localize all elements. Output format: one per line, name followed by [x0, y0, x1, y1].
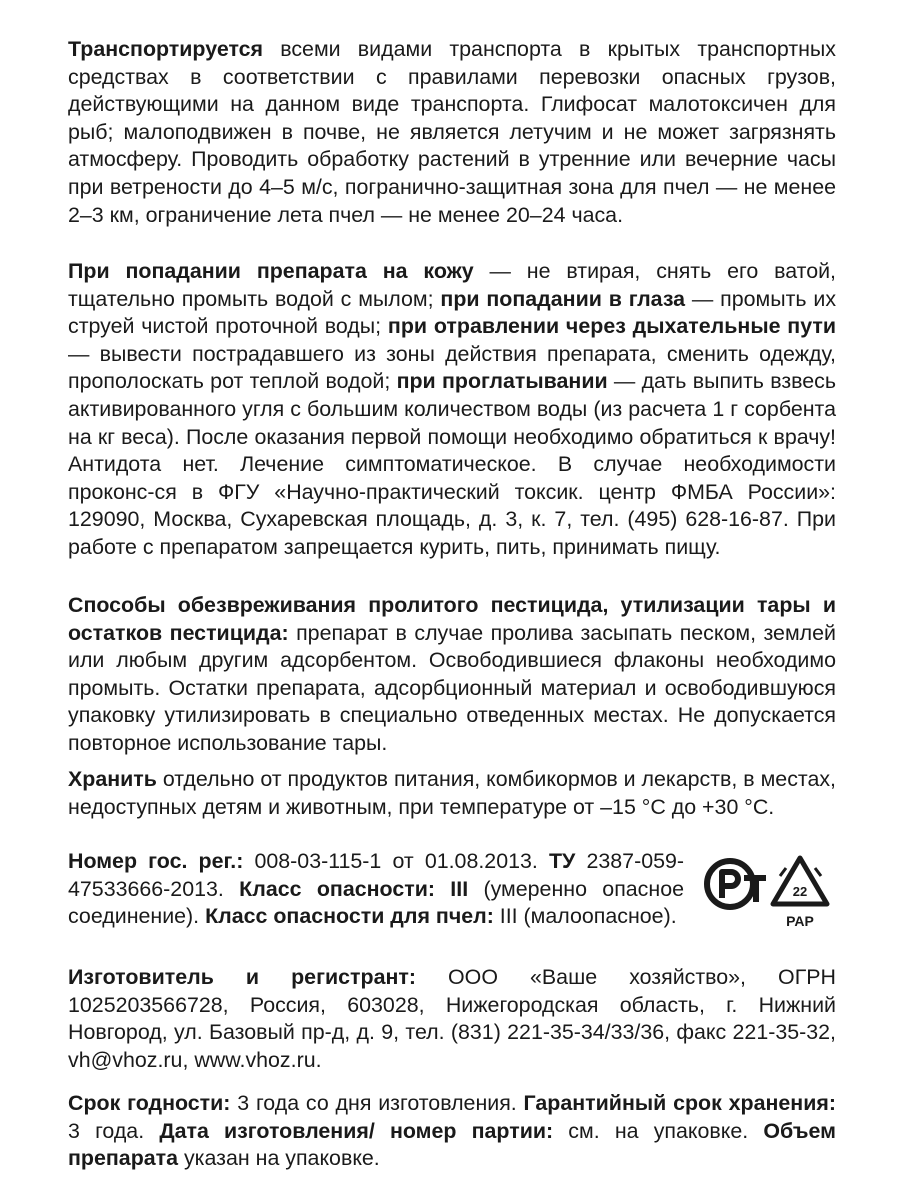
bold-term: при отравлении через дыхательные пути — [387, 314, 837, 339]
body-text: — вывести пострадавшего из зоны действия препарата, сменить одежду, прополоскать рот теплой водой; — [68, 341, 836, 394]
recycle-number: 22 — [792, 884, 808, 899]
bold-term: При попадании препарата на кожу — [68, 259, 474, 283]
body-text: (умеренно опасное соединение). — [68, 876, 684, 929]
body-text: 3 года со дня изготовления. — [230, 1091, 524, 1115]
body-text: см. на упаковке. — [553, 1118, 764, 1143]
bold-term: Гарантийный срок хранения: — [523, 1091, 836, 1115]
body-text: 3 года. — [68, 1118, 160, 1143]
bold-term: Срок годности: — [68, 1091, 231, 1115]
storage-paragraph — [68, 766, 836, 821]
body-text: III (малоопасное). — [493, 904, 677, 929]
body-text: — промыть их струей чистой проточной воды; — [68, 286, 837, 339]
bold-term: Изготовитель и регистрант: — [68, 965, 416, 989]
bold-term: ТУ — [548, 849, 576, 873]
bold-term: Объем препарата — [68, 1118, 836, 1171]
first-aid-paragraph — [68, 258, 836, 562]
recycling-icon — [773, 858, 827, 929]
bold-term: Дата изготовления/ номер партии: — [159, 1118, 554, 1143]
body-text: — не втирая, снять его ватой, тщательно промыть водой с мылом; — [68, 259, 836, 311]
registration-paragraph — [68, 848, 684, 931]
body-text: 008-03-115-1 от 01.08.2013. — [243, 849, 549, 873]
body-text: препарат в случае пролива засыпать песком, землей или любым другим адсорбентом. Освободившиеся флаконы необходимо промыть. Остатки препарата, адсорбционный материал и освободившуюся упаковку утилизировать в специально отведенных местах. Не допускается повторное использование тары. — [68, 620, 836, 755]
certification-marks — [700, 852, 840, 932]
body-text: 2387-059-47533666-2013. — [68, 849, 685, 901]
certification-logo-icon — [707, 861, 766, 907]
bold-term: Класс опасности: III — [239, 876, 469, 901]
body-text: всеми видами транспорта в крытых транспортных средствах в соответствии с правилами перевозки опасных грузов, действующими на данном виде транспорта. Глифосат малотоксичен для рыб; малоподвижен в почве, не является летучим и не может загрязнять атмосферу. Проводить обработку растений в утренние или вечерние часы при ветрености до 4–5 м/с, погранично-защитная зона для пчел — не менее 2–3 км, ограничение лета пчел — не менее 20–24 часа. — [68, 37, 836, 227]
body-text: — дать выпить взвесь активированного угля с большим количеством воды (из расчета 1 г сорбента на кг веса). После оказания первой помощи необходимо обратиться к врачу! Антидота нет. Лечение симптоматическое. В случае необходимости проконс-ся в ФГУ «Научно-практический токсик. центр ФМБА России»: 129090, Москва, Сухаревская площадь, д. 3, к. 7, тел. (495) 628-16-87. При работе с препаратом запрещается курить, пить, принимать пищу. — [68, 369, 836, 559]
transport-paragraph — [68, 36, 836, 229]
bold-term: Хранить — [68, 767, 157, 791]
manufacturer-paragraph — [68, 964, 836, 1074]
body-text: указан на упаковке. — [178, 1146, 380, 1171]
body-text: ООО «Ваше хозяйство», ОГРН 1025203566728, Россия, 603028, Нижегородская область, г. Нижний Новгород, ул. Базовый пр-д, д. 9, тел. (831) 221-35-34/33/36, факс 221-35-32, vh@vhoz.ru, www.vhoz.ru. — [68, 965, 836, 1072]
bold-term: Транспортируется — [68, 37, 264, 61]
bold-term: при проглатывании — [396, 369, 608, 394]
bold-term: при попадании в глаза — [440, 286, 686, 311]
body-text: отдельно от продуктов питания, комбикормов и лекарств, в местах, недоступных детям и животным, при температуре от –15 °C до +30 °C. — [68, 767, 836, 819]
bold-term: Способы обезвреживания пролитого пестицида, утилизации тары и остатков пестицида: — [68, 593, 836, 645]
disposal-paragraph — [68, 592, 836, 758]
bold-term: Номер гос. рег.: — [68, 849, 244, 873]
recycle-code: PAP — [786, 913, 814, 929]
shelf-life-paragraph — [68, 1090, 836, 1173]
bold-term: Класс опасности для пчел: — [205, 904, 494, 929]
